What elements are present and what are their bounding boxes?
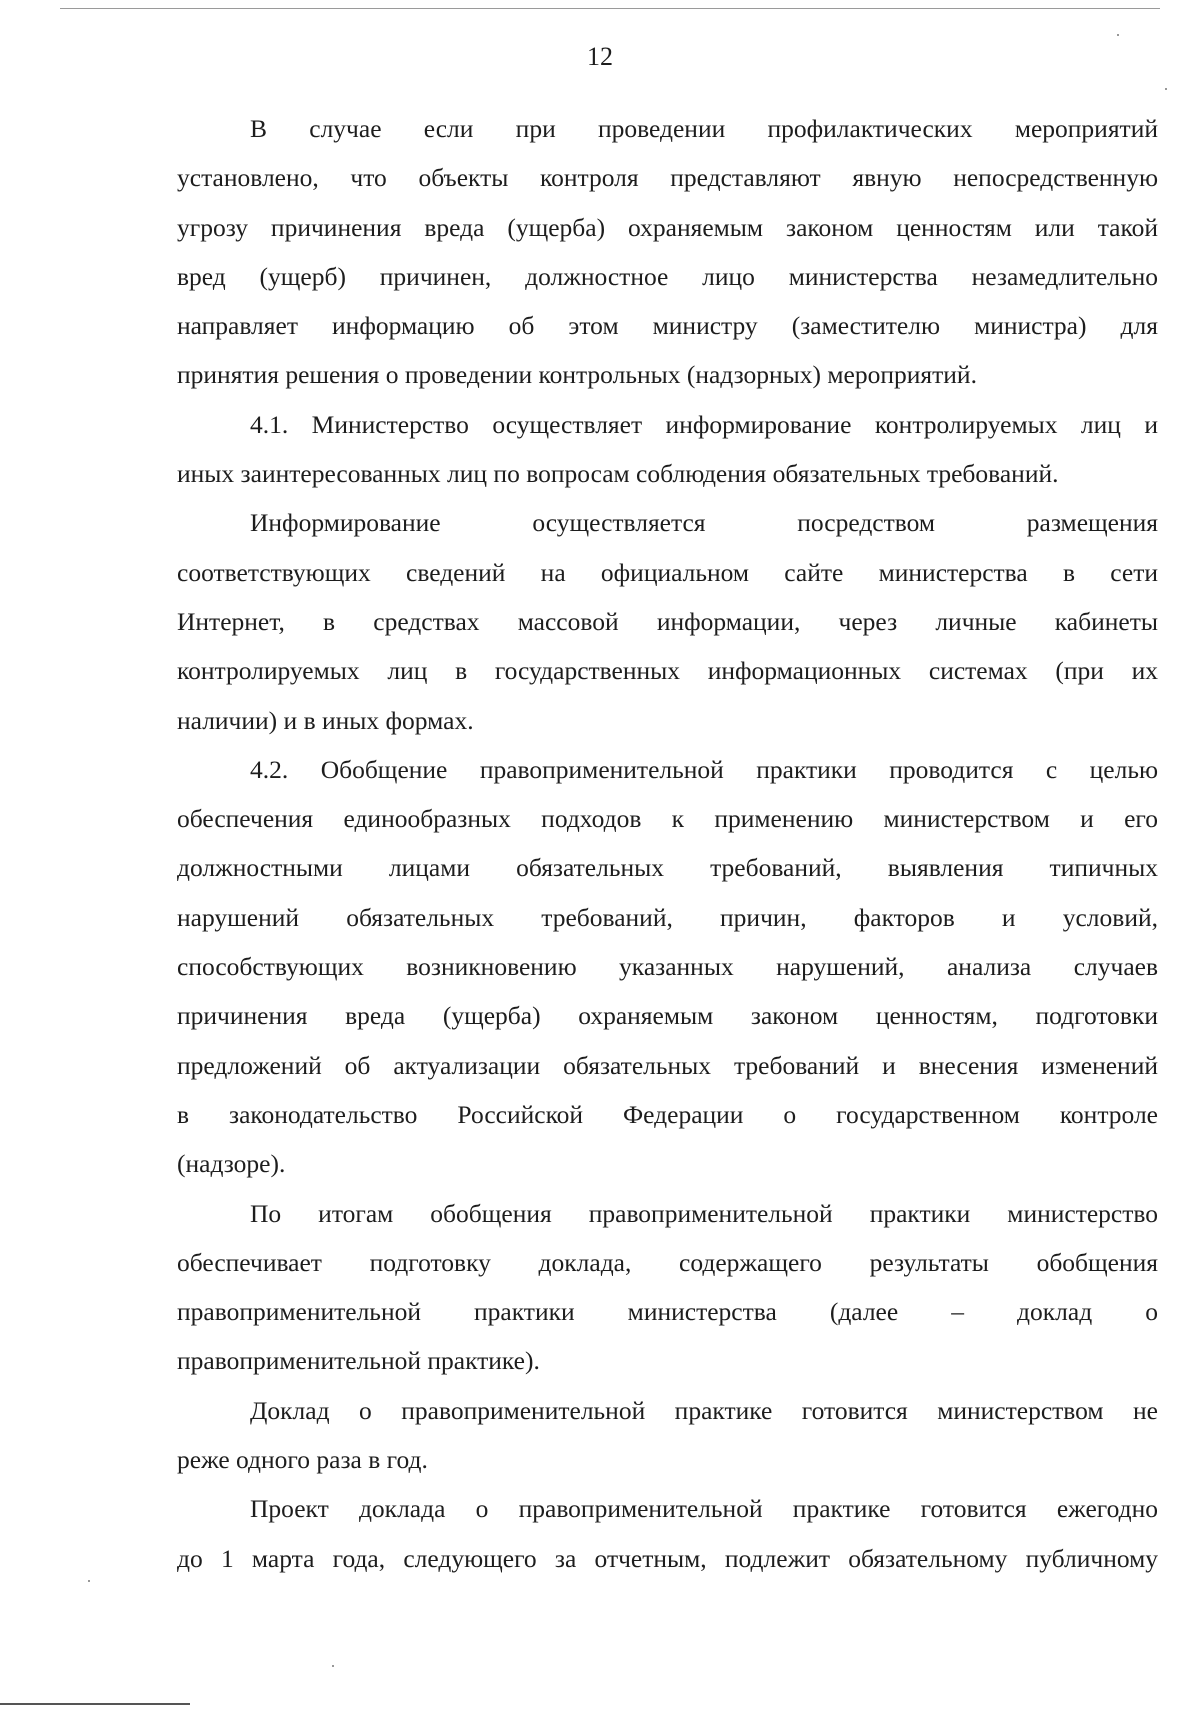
scan-speck [1165,88,1167,90]
text-line: до 1 марта года, следующего за отчетным, подлежит обязательному публичному [177,1543,1158,1573]
text-line: Информирование осуществляется посредством размещения [250,508,1158,538]
scan-speck [1117,34,1119,36]
scan-edge-line-bottom [0,1703,190,1705]
text-line: обеспечения единообразных подходов к применению министерством и его [177,804,1158,834]
paragraph [177,498,1158,744]
text-line: По итогам обобщения правоприменительной практики министерство [250,1198,1158,1228]
text-line: причинения вреда (ущерба) охраняемым законом ценностям, подготовки [177,1001,1158,1031]
text-line: установлено, что объекты контроля представляют явную непосредственную [177,163,1158,193]
text-line: Интернет, в средствах массовой информации, через личные кабинеты [177,606,1158,636]
text-line: нарушений обязательных требований, причин, факторов и условий, [177,902,1158,932]
text-line: принятия решения о проведении контрольных (надзорных) мероприятий. [177,360,977,390]
paragraph [177,1484,1158,1583]
text-line: в законодательство Российской Федерации о государственном контроле [177,1099,1158,1129]
text-line: правоприменительной практики министерства (далее – доклад о [177,1297,1158,1327]
scan-speck [88,1580,90,1582]
text-line: реже одного раза в год. [177,1445,428,1475]
document-body [177,104,1158,1583]
text-line: направляет информацию об этом министру (заместителю министра) для [177,311,1158,341]
text-line: (надзоре). [177,1149,286,1179]
text-line: способствующих возникновению указанных нарушений, анализа случаев [177,952,1158,982]
text-line: контролируемых лиц в государственных информационных системах (при их [177,656,1158,686]
text-line: 4.2. Обобщение правоприменительной практики проводится с целью [250,754,1158,784]
text-line: должностными лицами обязательных требований, выявления типичных [177,853,1158,883]
paragraph [177,104,1158,400]
text-line: угрозу причинения вреда (ущерба) охраняемым законом ценностям или такой [177,212,1158,242]
page-number: 12 [587,42,613,71]
text-line: Доклад о правоприменительной практике готовится министерством не [250,1395,1158,1425]
scan-speck [332,1665,334,1667]
text-line: иных заинтересованных лиц по вопросам соблюдения обязательных требований. [177,459,1059,489]
text-line: предложений об актуализации обязательных требований и внесения изменений [177,1050,1158,1080]
text-line: вред (ущерб) причинен, должностное лицо министерства незамедлительно [177,261,1158,291]
text-line: наличии) и в иных формах. [177,705,474,735]
text-line: Проект доклада о правоприменительной практике готовится ежегодно [250,1494,1158,1524]
paragraph [177,400,1158,499]
text-line: обеспечивает подготовку доклада, содержащего результаты обобщения [177,1247,1158,1277]
paragraph [177,745,1158,1189]
scan-edge-line-top [60,8,1160,9]
text-line: В случае если при проведении профилактических мероприятий [250,114,1158,143]
text-line: правоприменительной практике). [177,1346,540,1376]
text-line: соответствующих сведений на официальном сайте министерства в сети [177,557,1158,587]
paragraph [177,1189,1158,1386]
text-line: 4.1. Министерство осуществляет информирование контролируемых лиц и [250,409,1158,439]
paragraph [177,1386,1158,1485]
